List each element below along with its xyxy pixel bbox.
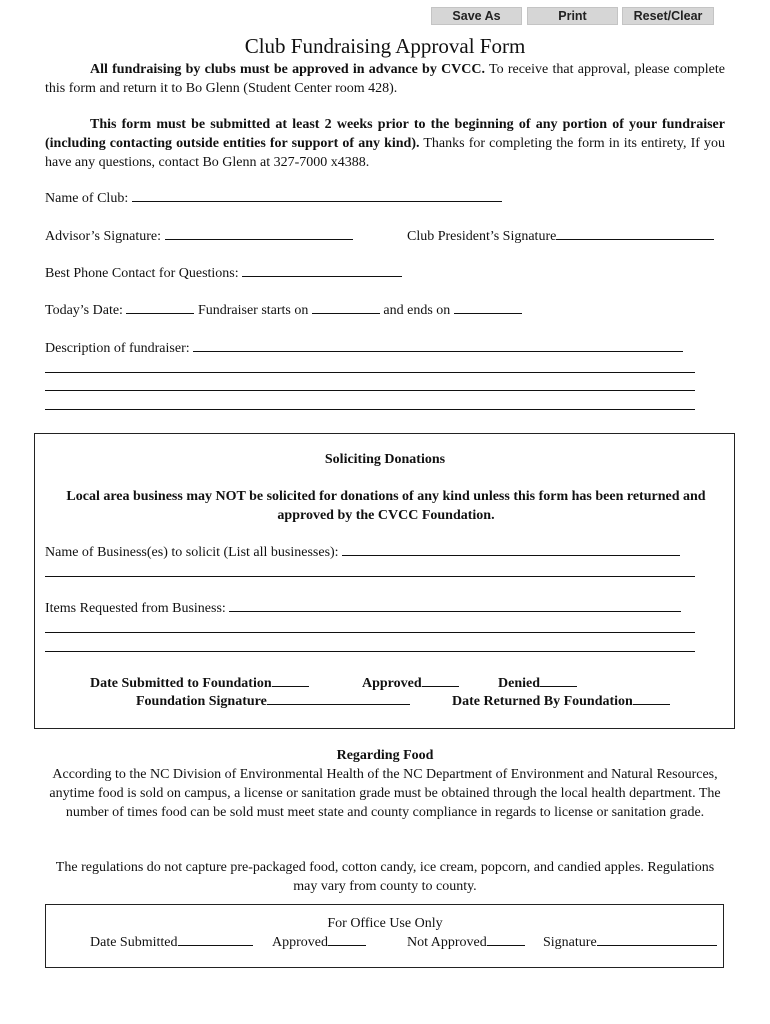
- todays-date-field[interactable]: [126, 301, 194, 314]
- advisor-signature-label: Advisor’s Signature:: [45, 229, 162, 244]
- donations-heading-text: Soliciting Donations: [324, 452, 446, 467]
- office-signature-row: [543, 933, 717, 952]
- office-heading: For Office Use Only: [327, 916, 443, 931]
- approved-field[interactable]: [422, 674, 459, 687]
- advisor-signature-field[interactable]: [165, 227, 353, 240]
- approved-label: Approved: [362, 676, 422, 691]
- date-submitted-foundation-label: Date Submitted to Foundation: [90, 676, 272, 691]
- office-date-submitted-label: Date Submitted: [90, 935, 178, 950]
- office-approved-label: Approved: [272, 935, 328, 950]
- description-line-3[interactable]: [45, 390, 695, 391]
- description-line-4[interactable]: [45, 409, 695, 410]
- date-returned-row: [452, 692, 670, 711]
- denied-row: [498, 674, 577, 693]
- phone-label: Best Phone Contact for Questions:: [45, 266, 239, 281]
- president-signature-label: Club President’s Signature: [407, 229, 557, 244]
- items-field[interactable]: [229, 599, 681, 612]
- donations-heading: [0, 450, 770, 469]
- starts-on-label: Fundraiser starts on: [197, 303, 309, 318]
- items-line-2[interactable]: [45, 632, 695, 633]
- club-name-row: [45, 189, 502, 208]
- intro-text-2: Thanks for completing the form in its entirety, If you have any questions, contact Bo Glenn at 327-7000 x4388.: [45, 136, 726, 170]
- food-paragraph-1: According to the NC Division of Environmental Health of the NC Department of Environment and Natural Resources, anytime food is sold on campus, a license or sanitation grade must be obtained through the local health department. The number of times food can be sold must meet state and county compliance in regards to license or sanitation grade.: [49, 767, 721, 820]
- food-heading-text: Regarding Food: [336, 748, 434, 763]
- date-submitted-foundation-field[interactable]: [272, 674, 309, 687]
- intro-paragraph-1: [45, 60, 725, 98]
- form-title: Club Fundraising Approval Form: [244, 34, 526, 58]
- items-line-3[interactable]: [45, 651, 695, 652]
- office-signature-field[interactable]: [597, 933, 717, 946]
- food-paragraph-2: The regulations do not capture pre-packaged food, cotton candy, ice cream, popcorn, and candied apples. Regulations may vary from county to county.: [55, 860, 715, 894]
- office-date-submitted-row: [90, 933, 253, 952]
- date-returned-field[interactable]: [633, 692, 670, 705]
- description-field[interactable]: [193, 339, 683, 352]
- businesses-field[interactable]: [342, 543, 680, 556]
- foundation-row-1: [90, 674, 309, 693]
- phone-row: [45, 264, 402, 283]
- food-heading: [0, 746, 770, 765]
- intro-bold-1: All fundraising by clubs must be approved in advance by CVCC.: [90, 62, 486, 77]
- businesses-label: Name of Business(es) to solicit (List all businesses):: [45, 545, 339, 560]
- intro-paragraph-2: [45, 115, 725, 172]
- foundation-signature-field[interactable]: [267, 692, 410, 705]
- foundation-signature-row: [136, 692, 410, 711]
- club-name-label: Name of Club:: [45, 191, 129, 206]
- office-not-approved-label: Not Approved: [407, 935, 487, 950]
- description-line-2[interactable]: [45, 372, 695, 373]
- denied-field[interactable]: [540, 674, 577, 687]
- reset-clear-button[interactable]: Reset/Clear: [622, 7, 714, 25]
- donations-notice-text: Local area business may NOT be solicited for donations of any kind unless this form has been returned and approved by the CVCC Foundation.: [66, 489, 706, 523]
- club-name-field[interactable]: [132, 189, 502, 202]
- todays-date-label: Today’s Date:: [45, 303, 123, 318]
- denied-label: Denied: [498, 676, 540, 691]
- foundation-signature-label: Foundation Signature: [136, 694, 267, 709]
- president-signature-row: [407, 227, 714, 246]
- office-approved-field[interactable]: [328, 933, 366, 946]
- items-row: [45, 599, 681, 618]
- ends-on-label: and ends on: [383, 303, 451, 318]
- office-not-approved-field[interactable]: [487, 933, 525, 946]
- president-signature-field[interactable]: [556, 227, 714, 240]
- office-not-approved-row: [407, 933, 525, 952]
- save-as-button[interactable]: Save As: [431, 7, 522, 25]
- advisor-signature-row: [45, 227, 353, 246]
- donations-notice: [48, 487, 724, 525]
- office-date-submitted-field[interactable]: [178, 933, 253, 946]
- dates-row: [45, 301, 522, 320]
- office-approved-row: [272, 933, 366, 952]
- intro-text-1: To receive that approval, please complete this form and return it to Bo Glenn (Student Center room 428).: [45, 62, 725, 96]
- starts-on-field[interactable]: [312, 301, 380, 314]
- ends-on-field[interactable]: [454, 301, 522, 314]
- intro-bold-2: This form must be submitted at least 2 weeks prior to the beginning of any portion of your fundraiser (including contacting outside entities for support of any kind).: [45, 117, 725, 151]
- businesses-row: [45, 543, 680, 562]
- description-label: Description of fundraiser:: [45, 341, 190, 356]
- description-row: [45, 339, 683, 358]
- items-label: Items Requested from Business:: [45, 601, 226, 616]
- approved-row: [362, 674, 459, 693]
- businesses-line-2[interactable]: [45, 576, 695, 577]
- date-returned-label: Date Returned By Foundation: [452, 694, 633, 709]
- office-signature-label: Signature: [543, 935, 597, 950]
- print-button[interactable]: Print: [527, 7, 618, 25]
- phone-field[interactable]: [242, 264, 402, 277]
